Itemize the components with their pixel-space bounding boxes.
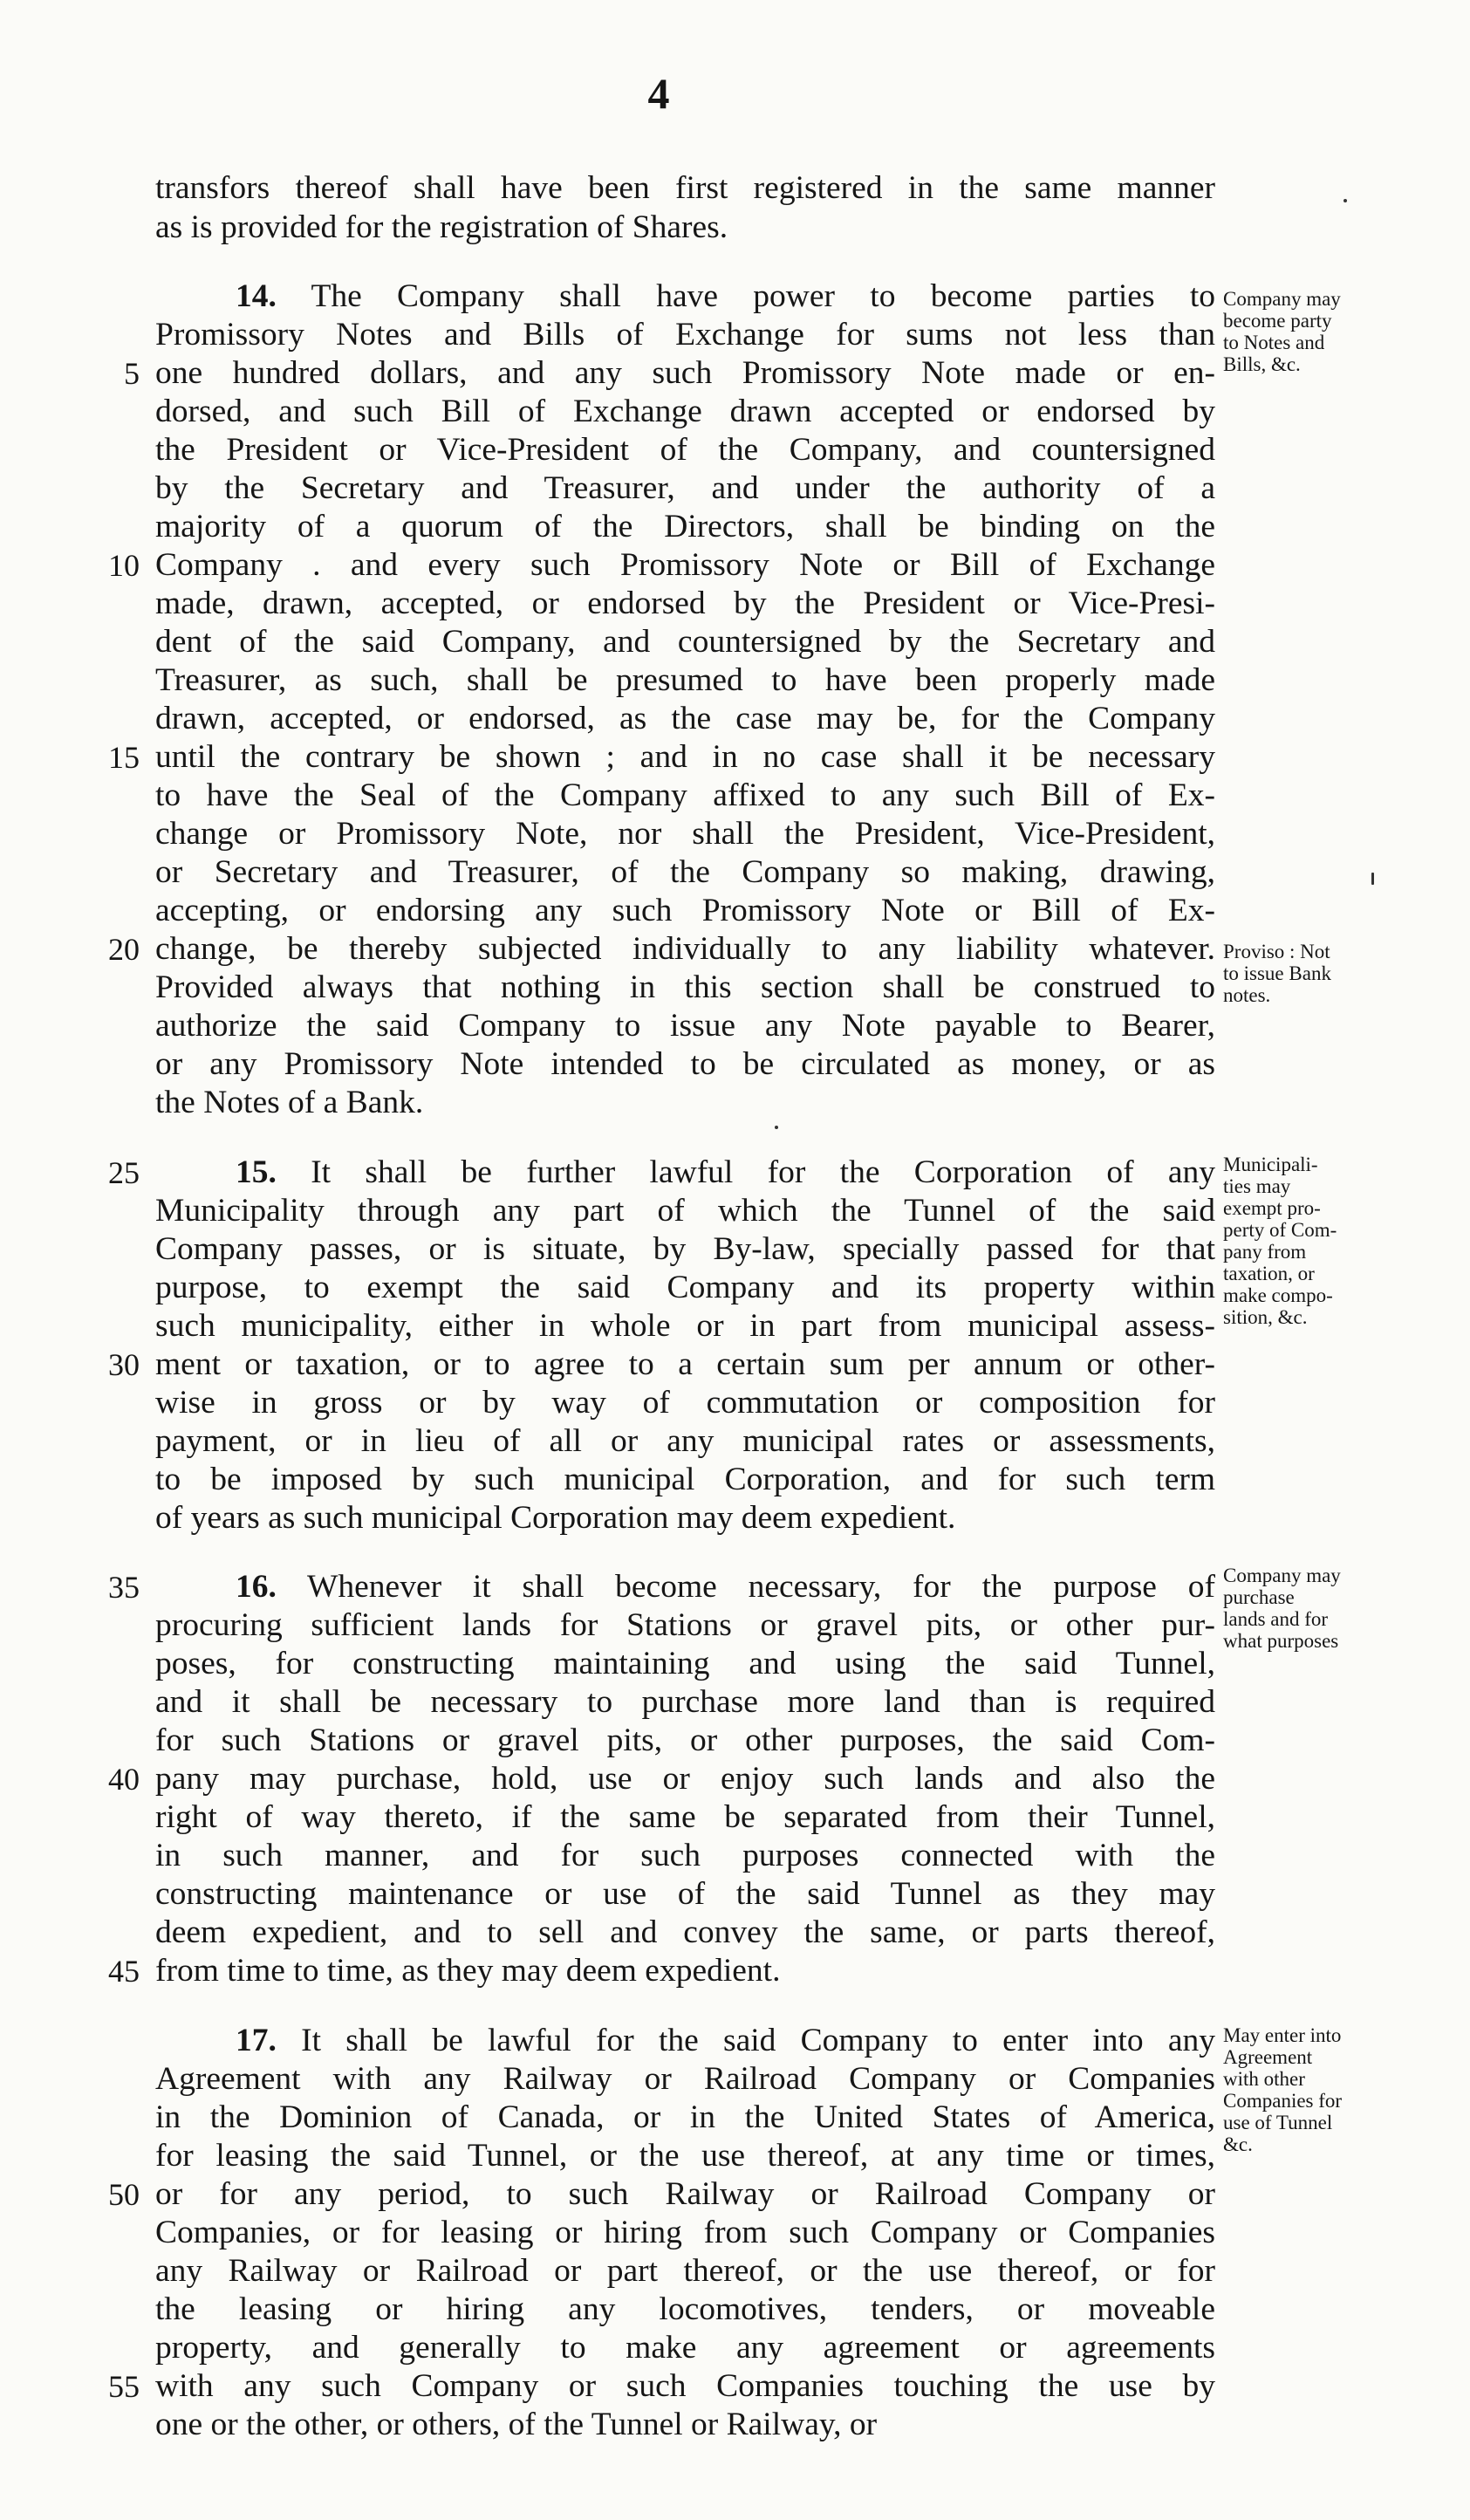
section-line: with any such Company or such Companies touching the use by	[155, 2368, 1215, 2404]
scan-speck	[1371, 873, 1374, 885]
section-line: wise in gross or by way of commutation or composition for	[155, 1385, 1215, 1421]
margin-note-line: to issue Bank	[1223, 962, 1331, 984]
section-line: property, and generally to make any agreement or agreements	[155, 2330, 1215, 2366]
margin-note-line: Proviso : Not	[1223, 941, 1330, 962]
section-line: deem expedient, and to sell and convey the same, or parts thereof,	[155, 1914, 1215, 1950]
section-line: made, drawn, accepted, or endorsed by the President or Vice-Presi-	[155, 585, 1215, 621]
margin-note-line: perty of Com-	[1223, 1219, 1337, 1241]
margin-note-line: Agreement	[1223, 2046, 1313, 2068]
section-line: pany may purchase, hold, use or enjoy such lands and also the	[155, 1761, 1215, 1797]
section-number: 14.	[236, 278, 277, 314]
section-line: right of way thereto, if the same be separated from their Tunnel,	[155, 1799, 1215, 1835]
section-line: purpose, to exempt the said Company and its property within	[155, 1270, 1215, 1305]
section-16-first-line	[236, 1568, 1215, 1606]
section-line: from time to time, as they may deem expedient.	[155, 1953, 781, 1989]
section-line: such municipality, either in whole or in part from municipal assess-	[155, 1308, 1215, 1344]
section-line: Promissory Notes and Bills of Exchange for sums not less than	[155, 317, 1215, 353]
margin-note-line: Company may	[1223, 1565, 1341, 1586]
section-line: majority of a quorum of the Directors, shall be binding on the	[155, 509, 1215, 544]
margin-note-line: Municipali-	[1223, 1154, 1318, 1175]
margin-note-line: exempt pro-	[1223, 1197, 1321, 1219]
section-line: one or the other, or others, of the Tunnel or Railway, or	[155, 2407, 878, 2442]
section-line: Municipality through any part of which the Tunnel of the said	[155, 1193, 1215, 1229]
section-line: Provided always that nothing in this section shall be construed to	[155, 969, 1215, 1005]
section-line: or for any period, to such Railway or Railroad Company or	[155, 2176, 1215, 2212]
margin-note-line: May enter into	[1223, 2024, 1342, 2046]
line-number: 30	[108, 1347, 140, 1382]
section-line: in such manner, and for such purposes connected with the	[155, 1838, 1215, 1873]
intro-line: as is provided for the registration of Shares.	[155, 209, 728, 245]
section-line: by the Secretary and Treasurer, and under the authority of a	[155, 470, 1215, 506]
section-line: dent of the said Company, and countersigned by the Secretary and	[155, 624, 1215, 660]
section-text: Whenever it shall become necessary, for the purpose of	[307, 1569, 1215, 1605]
line-number: 50	[108, 2177, 140, 2212]
section-line: payment, or in lieu of all or any municipal rates or assessments,	[155, 1423, 1215, 1459]
section-line: the Notes of a Bank.	[155, 1085, 424, 1120]
section-line: the President or Vice-President of the Company, and countersigned	[155, 432, 1215, 468]
section-line: drawn, accepted, or endorsed, as the case may be, for the Company	[155, 701, 1215, 736]
margin-note-line: sition, &c.	[1223, 1306, 1308, 1328]
section-text: It shall be further lawful for the Corporation of any	[311, 1154, 1215, 1190]
margin-note	[1223, 941, 1406, 1006]
section-line: Companies, or for leasing or hiring from such Company or Companies	[155, 2215, 1215, 2250]
margin-note-line: &c.	[1223, 2133, 1253, 2155]
section-line: constructing maintenance or use of the said Tunnel as they may	[155, 1876, 1215, 1912]
section-line: dorsed, and such Bill of Exchange drawn accepted or endorsed by	[155, 394, 1215, 429]
section-line: for leasing the said Tunnel, or the use thereof, at any time or times,	[155, 2138, 1215, 2174]
section-line: one hundred dollars, and any such Promissory Note made or en-	[155, 355, 1215, 391]
margin-note-line: with other	[1223, 2068, 1305, 2090]
margin-note	[1223, 2024, 1406, 2155]
line-number: 20	[108, 932, 140, 967]
section-line: or any Promissory Note intended to be circulated as money, or as	[155, 1046, 1215, 1082]
section-line: Company passes, or is situate, by By-law, specially passed for that	[155, 1231, 1215, 1267]
section-line: Agreement with any Railway or Railroad Company or Companies	[155, 2061, 1215, 2097]
margin-note-line: become party	[1223, 310, 1332, 332]
section-number: 17.	[236, 2023, 277, 2058]
scan-speck	[1344, 199, 1347, 202]
section-line: the leasing or hiring any locomotives, tenders, or moveable	[155, 2291, 1215, 2327]
section-line: change or Promissory Note, nor shall the President, Vice-President,	[155, 816, 1215, 852]
section-line: or Secretary and Treasurer, of the Company so making, drawing,	[155, 854, 1215, 890]
scan-speck	[775, 1126, 778, 1129]
section-14-first-line	[236, 277, 1215, 316]
margin-note-line: use of Tunnel	[1223, 2112, 1333, 2133]
margin-note-line: make compo-	[1223, 1284, 1333, 1306]
section-line: Treasurer, as such, shall be presumed to have been properly made	[155, 662, 1215, 698]
section-line: procuring sufficient lands for Stations or gravel pits, or other pur-	[155, 1607, 1215, 1643]
margin-note-line: ties may	[1223, 1175, 1291, 1197]
margin-note	[1223, 1154, 1406, 1328]
margin-note	[1223, 288, 1406, 375]
intro-line: transfors thereof shall have been first registered in the same manner	[155, 170, 1215, 206]
section-line: change, be thereby subjected individually to any liability whatever.	[155, 931, 1215, 967]
margin-note	[1223, 1565, 1406, 1652]
margin-note-line: Bills, &c.	[1223, 353, 1301, 375]
line-number: 5	[124, 356, 140, 391]
margin-note-line: taxation, or	[1223, 1263, 1315, 1284]
section-line: in the Dominion of Canada, or in the United States of America,	[155, 2099, 1215, 2135]
margin-note-line: notes.	[1223, 984, 1271, 1006]
section-line: authorize the said Company to issue any Note payable to Bearer,	[155, 1008, 1215, 1044]
section-line: until the contrary be shown ; and in no case shall it be necessary	[155, 739, 1215, 775]
margin-note-line: pany from	[1223, 1241, 1307, 1263]
line-number: 40	[108, 1762, 140, 1797]
section-line: and it shall be necessary to purchase more land than is required	[155, 1684, 1215, 1720]
page-number: 4	[647, 69, 670, 118]
section-17-first-line	[236, 2022, 1215, 2060]
section-line: to have the Seal of the Company affixed to any such Bill of Ex-	[155, 777, 1215, 813]
section-number: 15.	[236, 1154, 277, 1190]
section-15-first-line	[236, 1154, 1215, 1192]
margin-note-line: what purposes	[1223, 1630, 1339, 1652]
line-number: 35	[108, 1570, 140, 1605]
line-number: 45	[108, 1954, 140, 1989]
section-text: It shall be lawful for the said Company to enter into any	[301, 2023, 1215, 2058]
line-number: 25	[108, 1155, 140, 1190]
section-line: any Railway or Railroad or part thereof, or the use thereof, or for	[155, 2253, 1215, 2289]
line-number: 55	[108, 2369, 140, 2404]
section-line: Company . and every such Promissory Note or Bill of Exchange	[155, 547, 1215, 583]
section-line: ment or taxation, or to agree to a certain sum per annum or other-	[155, 1346, 1215, 1382]
line-number: 10	[108, 548, 140, 583]
margin-note-line: to Notes and	[1223, 332, 1325, 353]
section-line: of years as such municipal Corporation may deem expedient.	[155, 1500, 956, 1536]
line-number: 15	[108, 740, 140, 775]
margin-note-line: Companies for	[1223, 2090, 1343, 2112]
margin-note-line: lands and for	[1223, 1608, 1329, 1630]
section-number: 16.	[236, 1569, 277, 1605]
section-text: The Company shall have power to become parties to	[311, 278, 1215, 314]
section-line: to be imposed by such municipal Corporation, and for such term	[155, 1462, 1215, 1497]
section-line: for such Stations or gravel pits, or other purposes, the said Com-	[155, 1722, 1215, 1758]
section-line: poses, for constructing maintaining and using the said Tunnel,	[155, 1646, 1215, 1681]
margin-note-line: purchase	[1223, 1586, 1295, 1608]
margin-note-line: Company may	[1223, 288, 1341, 310]
section-line: accepting, or endorsing any such Promissory Note or Bill of Ex-	[155, 893, 1215, 928]
